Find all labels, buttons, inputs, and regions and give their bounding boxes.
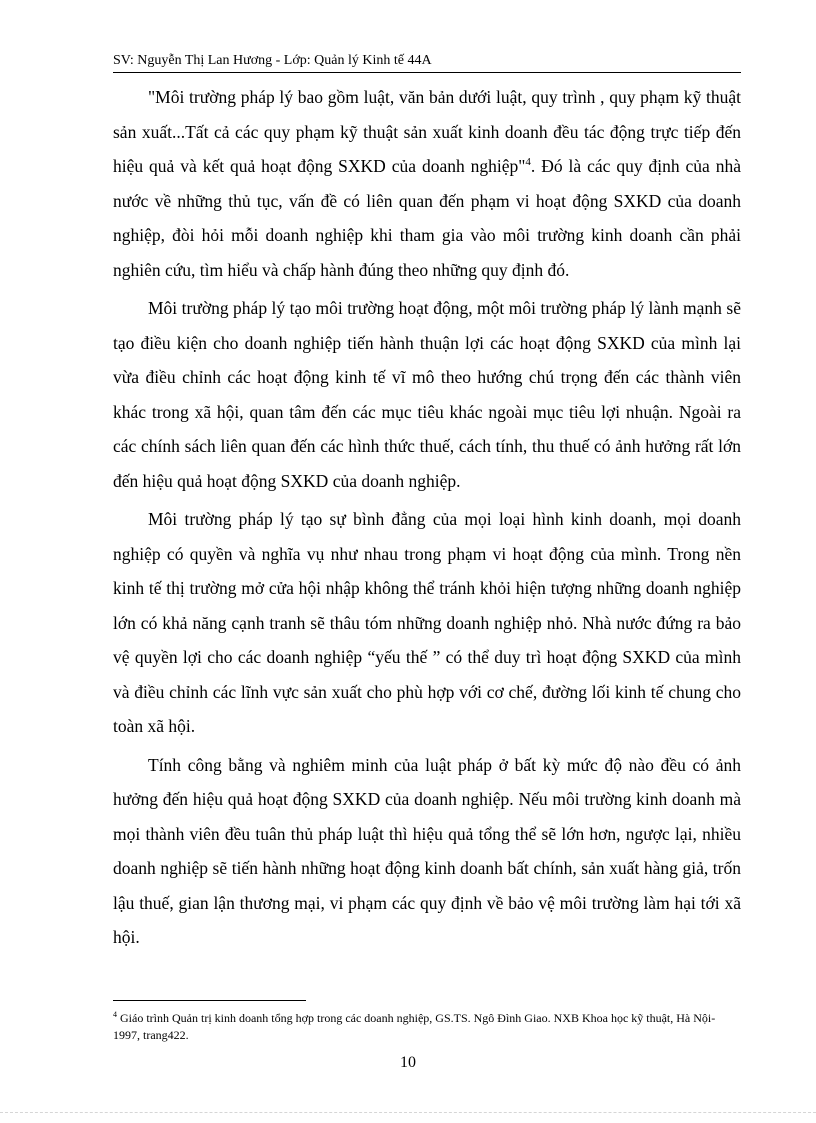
paragraph-text: . Đó là các quy định của nhà nước về những thủ tục, vấn đề có liên quan đến phạm vi hoạt động SXKD của doanh nghiệp, đòi hỏi mỗi doanh nghiệp khi tham gia vào môi trường kinh doanh cần phải nghiên cứu, tìm hiểu và chấp hành đúng theo những quy định đó. — [113, 156, 742, 280]
page-number: 10 — [400, 1054, 416, 1071]
paragraph-legal-environment-equality: Môi trường pháp lý tạo sự bình đẳng của mọi loại hình kinh doanh, mọi doanh nghiệp có quyền và nghĩa vụ như nhau trong phạm vi hoạt động của mình. Trong nền kinh tế thị trường mở cửa hội nhập không thể tránh khỏi hiện tượng những doanh nghiệp lớn có khả năng cạnh tranh sẽ thâu tóm những doanh nghiệp nhỏ. Nhà nước đứng ra bảo vệ quyền lợi cho các doanh nghiệp “yếu thế ” có thể duy trì hoạt động SXKD của mình và điều chỉnh các lĩnh vực sản xuất cho phù hợp với cơ chế, đường lối kinh tế chung cho toàn xã hội. — [113, 509, 741, 736]
footnote-text: Giáo trình Quản trị kinh doanh tổng hợp trong các doanh nghiệp, GS.TS. Ngô Đình Giao. NXB Khoa học kỹ thuật, Hà Nội- 1997, trang422. — [113, 1011, 716, 1042]
paragraph-text: "Môi trường pháp lý bao gồm luật, văn bản dưới luật, quy trình , quy phạm kỹ thuật sản xuất...Tất cả các quy phạm kỹ thuật sản xuất kinh doanh đều tác động trực tiếp đến hiệu quả và kết quả hoạt động SXKD của doanh nghiệp" — [113, 87, 741, 176]
running-header: SV: Nguyễn Thị Lan Hương - Lớp: Quản lý Kinh tế 44A — [113, 52, 741, 73]
footnote-number: 4 — [113, 1010, 117, 1019]
body-text — [113, 80, 741, 955]
paragraph-legal-environment-operation: Môi trường pháp lý tạo môi trường hoạt động, một môi trường pháp lý lành mạnh sẽ tạo điều kiện cho doanh nghiệp tiến hành thuận lợi các hoạt động SXKD của mình lại vừa điều chỉnh các hoạt động kinh tế vĩ mô theo hướng chú trọng đến các thành viên khác trong xã hội, quan tâm đến các mục tiêu khác ngoài mục tiêu lợi nhuận. Ngoài ra các chính sách liên quan đến các hình thức thuế, cách tính, thu thuế có ảnh hưởng rất lớn đến hiệu quả hoạt động SXKD của doanh nghiệp. — [113, 298, 741, 491]
footnote-reference[interactable]: 4 — [525, 156, 531, 169]
paragraph-legal-fairness: Tính công bằng và nghiêm minh của luật pháp ở bất kỳ mức độ nào đều có ảnh hưởng đến hiệu quả hoạt động SXKD của doanh nghiệp. Nếu môi trường kinh doanh mà mọi thành viên đều tuân thủ pháp luật thì hiệu quả tổng thể sẽ lớn hơn, ngược lại, nhiều doanh nghiệp sẽ tiến hành những hoạt động kinh doanh bất chính, sản xuất hàng giả, trốn lậu thuế, gian lận thương mại, vi phạm các quy định về bảo vệ môi trường làm hại tới xã hội. — [113, 754, 741, 947]
paragraph-legal-environment-definition — [113, 80, 741, 287]
footnote — [113, 1010, 741, 1044]
footnote-divider — [113, 1000, 306, 1001]
page-bottom-edge — [0, 1112, 816, 1113]
